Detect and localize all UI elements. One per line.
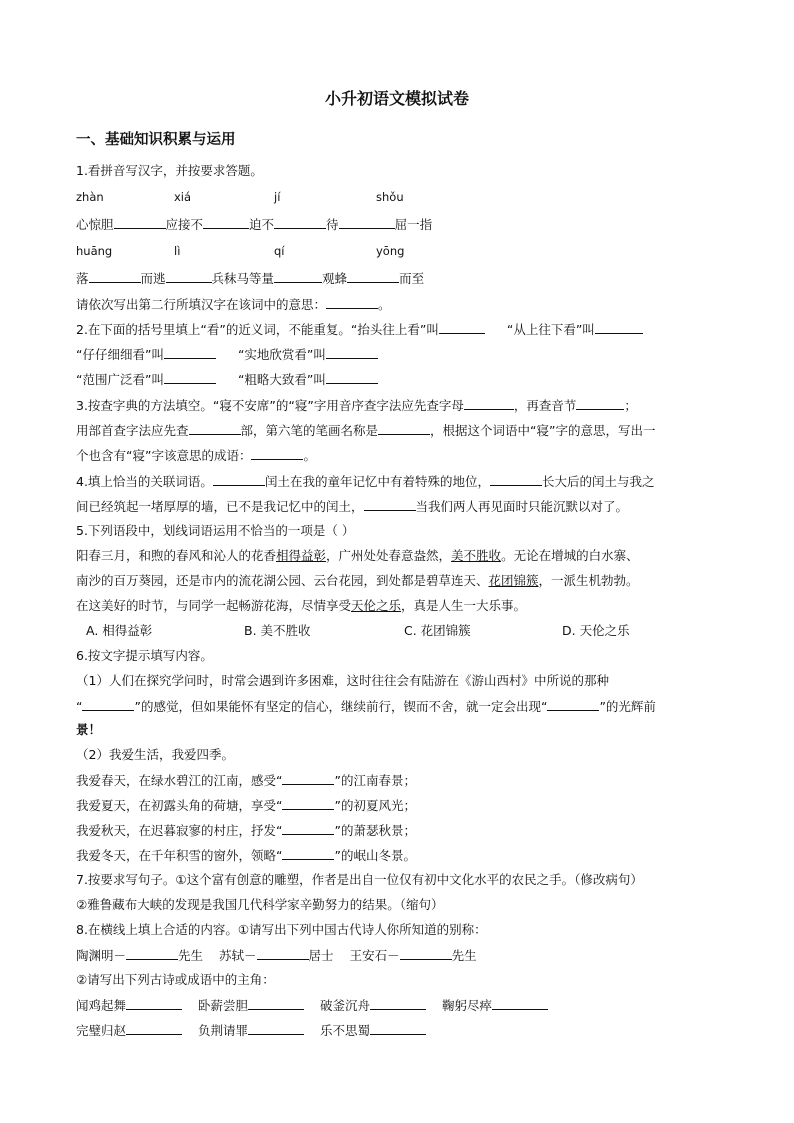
q-text: 个也含有“寝”字该意思的成语： [76, 448, 252, 463]
blank-line[interactable] [400, 946, 452, 960]
word-text: 落 [76, 271, 89, 286]
word-text: 观蜂 [322, 271, 348, 286]
ask-text: 请依次写出第二行所填汉字在该词中的意思： [76, 297, 327, 312]
q-text: 长大后的闰土与我之 [541, 474, 655, 489]
q-text: 先生 [451, 948, 477, 963]
question-2-line-1 [76, 320, 643, 339]
blank-line[interactable] [595, 320, 643, 334]
blank-line[interactable] [248, 996, 304, 1010]
q-text: 用部首查字法应先查 [76, 423, 189, 438]
underlined-word: 相得益彰 [276, 548, 327, 563]
blank-line[interactable] [282, 771, 334, 785]
q-text: 先生 [178, 948, 204, 963]
q-text: ，再查音节 [513, 398, 577, 413]
page-title: 小升初语文模拟试卷 [324, 89, 469, 108]
q-text: 破釜沉舟 [320, 998, 371, 1013]
winter-line [76, 846, 416, 865]
blank-line[interactable] [257, 946, 309, 960]
pinyin: qí [274, 244, 285, 258]
q-text: 3.按查字典的方法填空。“寝不安席”的“寝”字用音序查字法应先查字母 [76, 398, 464, 413]
blank-line[interactable] [89, 269, 141, 283]
question-8-line-2 [76, 946, 477, 965]
q-text: ”的光辉前 [599, 699, 656, 714]
blank-line[interactable] [492, 996, 548, 1010]
autumn-line [76, 821, 416, 840]
blank-line[interactable] [213, 472, 265, 486]
question-8-line-3: ②请写出下列古诗或成语中的主角： [76, 972, 275, 987]
q-text: 居士 [308, 948, 334, 963]
blank-line[interactable] [490, 472, 542, 486]
q-text: 完璧归赵 [76, 1023, 127, 1038]
q-text: ”的岷山冬景。 [334, 848, 416, 863]
pinyin-row-1 [76, 188, 576, 206]
q-text: “实地欣赏看”叫 [237, 347, 326, 362]
blank-line[interactable] [370, 996, 426, 1010]
q-text: “粗略大致看”叫 [237, 372, 326, 387]
question-3-line-1 [76, 396, 637, 415]
q-text: 闻鸡起舞 [76, 998, 127, 1013]
q-text: 当我们两人再见面时只能沉默以对了。 [415, 499, 629, 514]
summer-line [76, 796, 416, 815]
blank-line[interactable] [126, 946, 178, 960]
option-c[interactable]: C. 花团锦簇 [404, 623, 471, 638]
q-text: 。 [303, 448, 316, 463]
q-text: 阳春三月，和煦的春风和沁人的花香 [76, 548, 277, 563]
word-text: 屈一指 [394, 217, 433, 232]
blank-line[interactable] [164, 345, 216, 359]
blank-line[interactable] [126, 996, 182, 1010]
q-text: 闰土在我的童年记忆中有着特殊的地位， [264, 474, 490, 489]
question-8-line-1: 8.在横线上填上合适的内容。①请写出下列中国古代诗人你所知道的别称： [76, 922, 487, 937]
spring-line [76, 771, 416, 790]
question-4-line-1 [76, 472, 654, 491]
question-8-line-4 [76, 996, 548, 1015]
blank-line[interactable] [326, 345, 378, 359]
q-text: 南沙的百万葵园，还是市内的流花湖公园、云台花园，到处都是碧草连天、 [76, 573, 489, 588]
q-text: 我爱春天，在绿水碧江的江南，感受“ [76, 773, 283, 788]
ask-end: 。 [378, 297, 391, 312]
q-text: 部，第六笔的笔画名称是 [240, 423, 379, 438]
word-text: 迫不 [249, 217, 275, 232]
word-text: 心惊胆 [76, 217, 114, 232]
q-text: 4.填上恰当的关联词语。 [76, 474, 213, 489]
q-text: 苏轼－ [219, 948, 257, 963]
word-text: 而至 [399, 271, 425, 286]
question-1-ask [76, 295, 391, 314]
q-text: ，广州处处春意盎然， [326, 548, 452, 563]
blank-line[interactable] [339, 215, 395, 229]
q-text: ； [624, 398, 637, 413]
blank-line[interactable] [282, 796, 334, 810]
blank-line[interactable] [547, 697, 599, 711]
q-text: ，根据这个词语中“寝”字的意思，写出一 [430, 423, 656, 438]
q-text: “范围广泛看”叫 [76, 372, 164, 387]
q-text: ”的初夏风光； [334, 798, 416, 813]
option-a[interactable]: A. 相得益彰 [86, 623, 153, 638]
option-b[interactable]: B. 美不胜收 [244, 623, 311, 638]
blank-line[interactable] [248, 1021, 304, 1035]
underlined-word: 美不胜收 [451, 548, 502, 563]
blank-line[interactable] [347, 269, 399, 283]
q-text: “ [76, 699, 83, 714]
q-text: ，一派生机勃勃。 [538, 573, 639, 588]
blank-line[interactable] [164, 370, 216, 384]
blank-line[interactable] [326, 370, 378, 384]
q-text: 卧薪尝胆 [198, 998, 249, 1013]
question-7-line-1: 7.按要求写句子。①这个富有创意的雕塑，作者是出自一位仅有初中文化水平的农民之手。（修改病句） [76, 872, 643, 887]
question-3-line-2 [76, 421, 655, 440]
blank-line[interactable] [82, 697, 134, 711]
question-6-sub2-head: （2）我爱生活，我爱四季。 [76, 747, 234, 762]
question-8-line-5 [76, 1021, 426, 1040]
pinyin: xiá [174, 190, 192, 204]
q-text: 我爱秋天，在迟暮寂寥的村庄，抒发“ [76, 823, 283, 838]
word-row-2 [76, 269, 424, 288]
question-3-line-3 [76, 446, 316, 465]
question-4-line-2 [76, 497, 628, 516]
section-heading: 一、基础知识积累与运用 [76, 132, 236, 148]
question-5-passage-3 [76, 597, 526, 615]
question-2-line-2 [76, 345, 378, 364]
q-text: 鞠躬尽瘁 [442, 998, 493, 1013]
word-text: 等量 [249, 271, 275, 286]
blank-line[interactable] [166, 269, 212, 283]
pinyin: lì [174, 244, 181, 258]
underlined-word: 天伦之乐 [351, 598, 402, 613]
q-text: 间已经筑起一堵厚厚的墙，已不是我记忆中的闰土， [76, 499, 364, 514]
word-text: 兵秣马 [211, 271, 250, 286]
q-text: 我爱冬天，在千年积雪的窗外，领略“ [76, 848, 283, 863]
blank-line[interactable] [282, 821, 334, 835]
q-text: ”的萧瑟秋景； [334, 823, 416, 838]
q-text: 。无论在增城的白水寨、 [501, 548, 639, 563]
q-text: “从上往下看”叫 [506, 322, 595, 337]
q-text: 2.在下面的括号里填上“看”的近义词，不能重复。“抬头往上看”叫 [76, 322, 439, 337]
blank-line[interactable] [114, 215, 166, 229]
underlined-word: 花团锦簇 [488, 573, 539, 588]
q-text: 负荆请罪 [198, 1023, 249, 1038]
blank-line[interactable] [274, 215, 326, 229]
word-row-1 [76, 215, 432, 234]
pinyin-row-2 [76, 242, 576, 260]
blank-line[interactable] [126, 1021, 182, 1035]
q-text: 在这美好的时节，与同学一起畅游花海，尽情享受 [76, 598, 352, 613]
blank-line[interactable] [326, 295, 378, 309]
pinyin: yōng [376, 244, 405, 258]
q-text: ，真是人生一大乐事。 [401, 598, 527, 613]
blank-line[interactable] [378, 421, 430, 435]
blank-line[interactable] [274, 269, 322, 283]
blank-line[interactable] [251, 446, 303, 460]
question-1-head: 1.看拼音写汉字，并按要求答题。 [76, 163, 263, 178]
pinyin: huāng [76, 244, 113, 258]
blank-line[interactable] [439, 320, 485, 334]
blank-line[interactable] [282, 846, 334, 860]
question-6-sub1-line-2 [76, 697, 656, 716]
word-text: 待 [326, 217, 339, 232]
pinyin: shǒu [376, 190, 404, 204]
q-text: 我爱夏天，在初露头角的荷塘，享受“ [76, 798, 283, 813]
question-5-head: 5.下列语段中，划线词语运用不恰当的一项是（ ） [76, 523, 355, 538]
q-text: 王安石－ [349, 948, 400, 963]
question-6-sub1-line-3: 景！ [76, 722, 102, 737]
q-text: 乐不思蜀 [320, 1023, 371, 1038]
blank-line[interactable] [370, 1021, 426, 1035]
blank-line[interactable] [464, 396, 514, 410]
question-5-options [76, 622, 716, 640]
question-5-passage-2 [76, 572, 639, 590]
question-6-sub1-line-1: （1）人们在探究学问时，时常会遇到许多困难，这时往往会有陆游在《游山西村》中所说的那种 [76, 673, 609, 688]
q-text: ”的江南春景； [334, 773, 416, 788]
word-text: 应接不 [165, 217, 204, 232]
q-text: ”的感觉，但如果能怀有坚定的信心，继续前行，锲而不舍，就一定会出现“ [134, 699, 548, 714]
q-text: 陶渊明－ [76, 948, 127, 963]
pinyin: zhàn [76, 190, 104, 204]
blank-line[interactable] [203, 215, 249, 229]
option-d[interactable]: D. 天伦之乐 [562, 623, 630, 638]
question-6-head: 6.按文字提示填写内容。 [76, 648, 213, 663]
word-text: 而逃 [140, 271, 166, 286]
blank-line[interactable] [576, 396, 624, 410]
question-5-passage-1 [76, 547, 639, 565]
question-2-line-3 [76, 370, 378, 389]
blank-line[interactable] [189, 421, 241, 435]
pinyin: jí [274, 190, 281, 204]
question-7-line-2: ②雅鲁藏布大峡的发现是我国几代科学家辛勤努力的结果。（缩句） [76, 897, 444, 912]
blank-line[interactable] [364, 497, 416, 511]
q-text: “仔仔细细看”叫 [76, 347, 164, 362]
